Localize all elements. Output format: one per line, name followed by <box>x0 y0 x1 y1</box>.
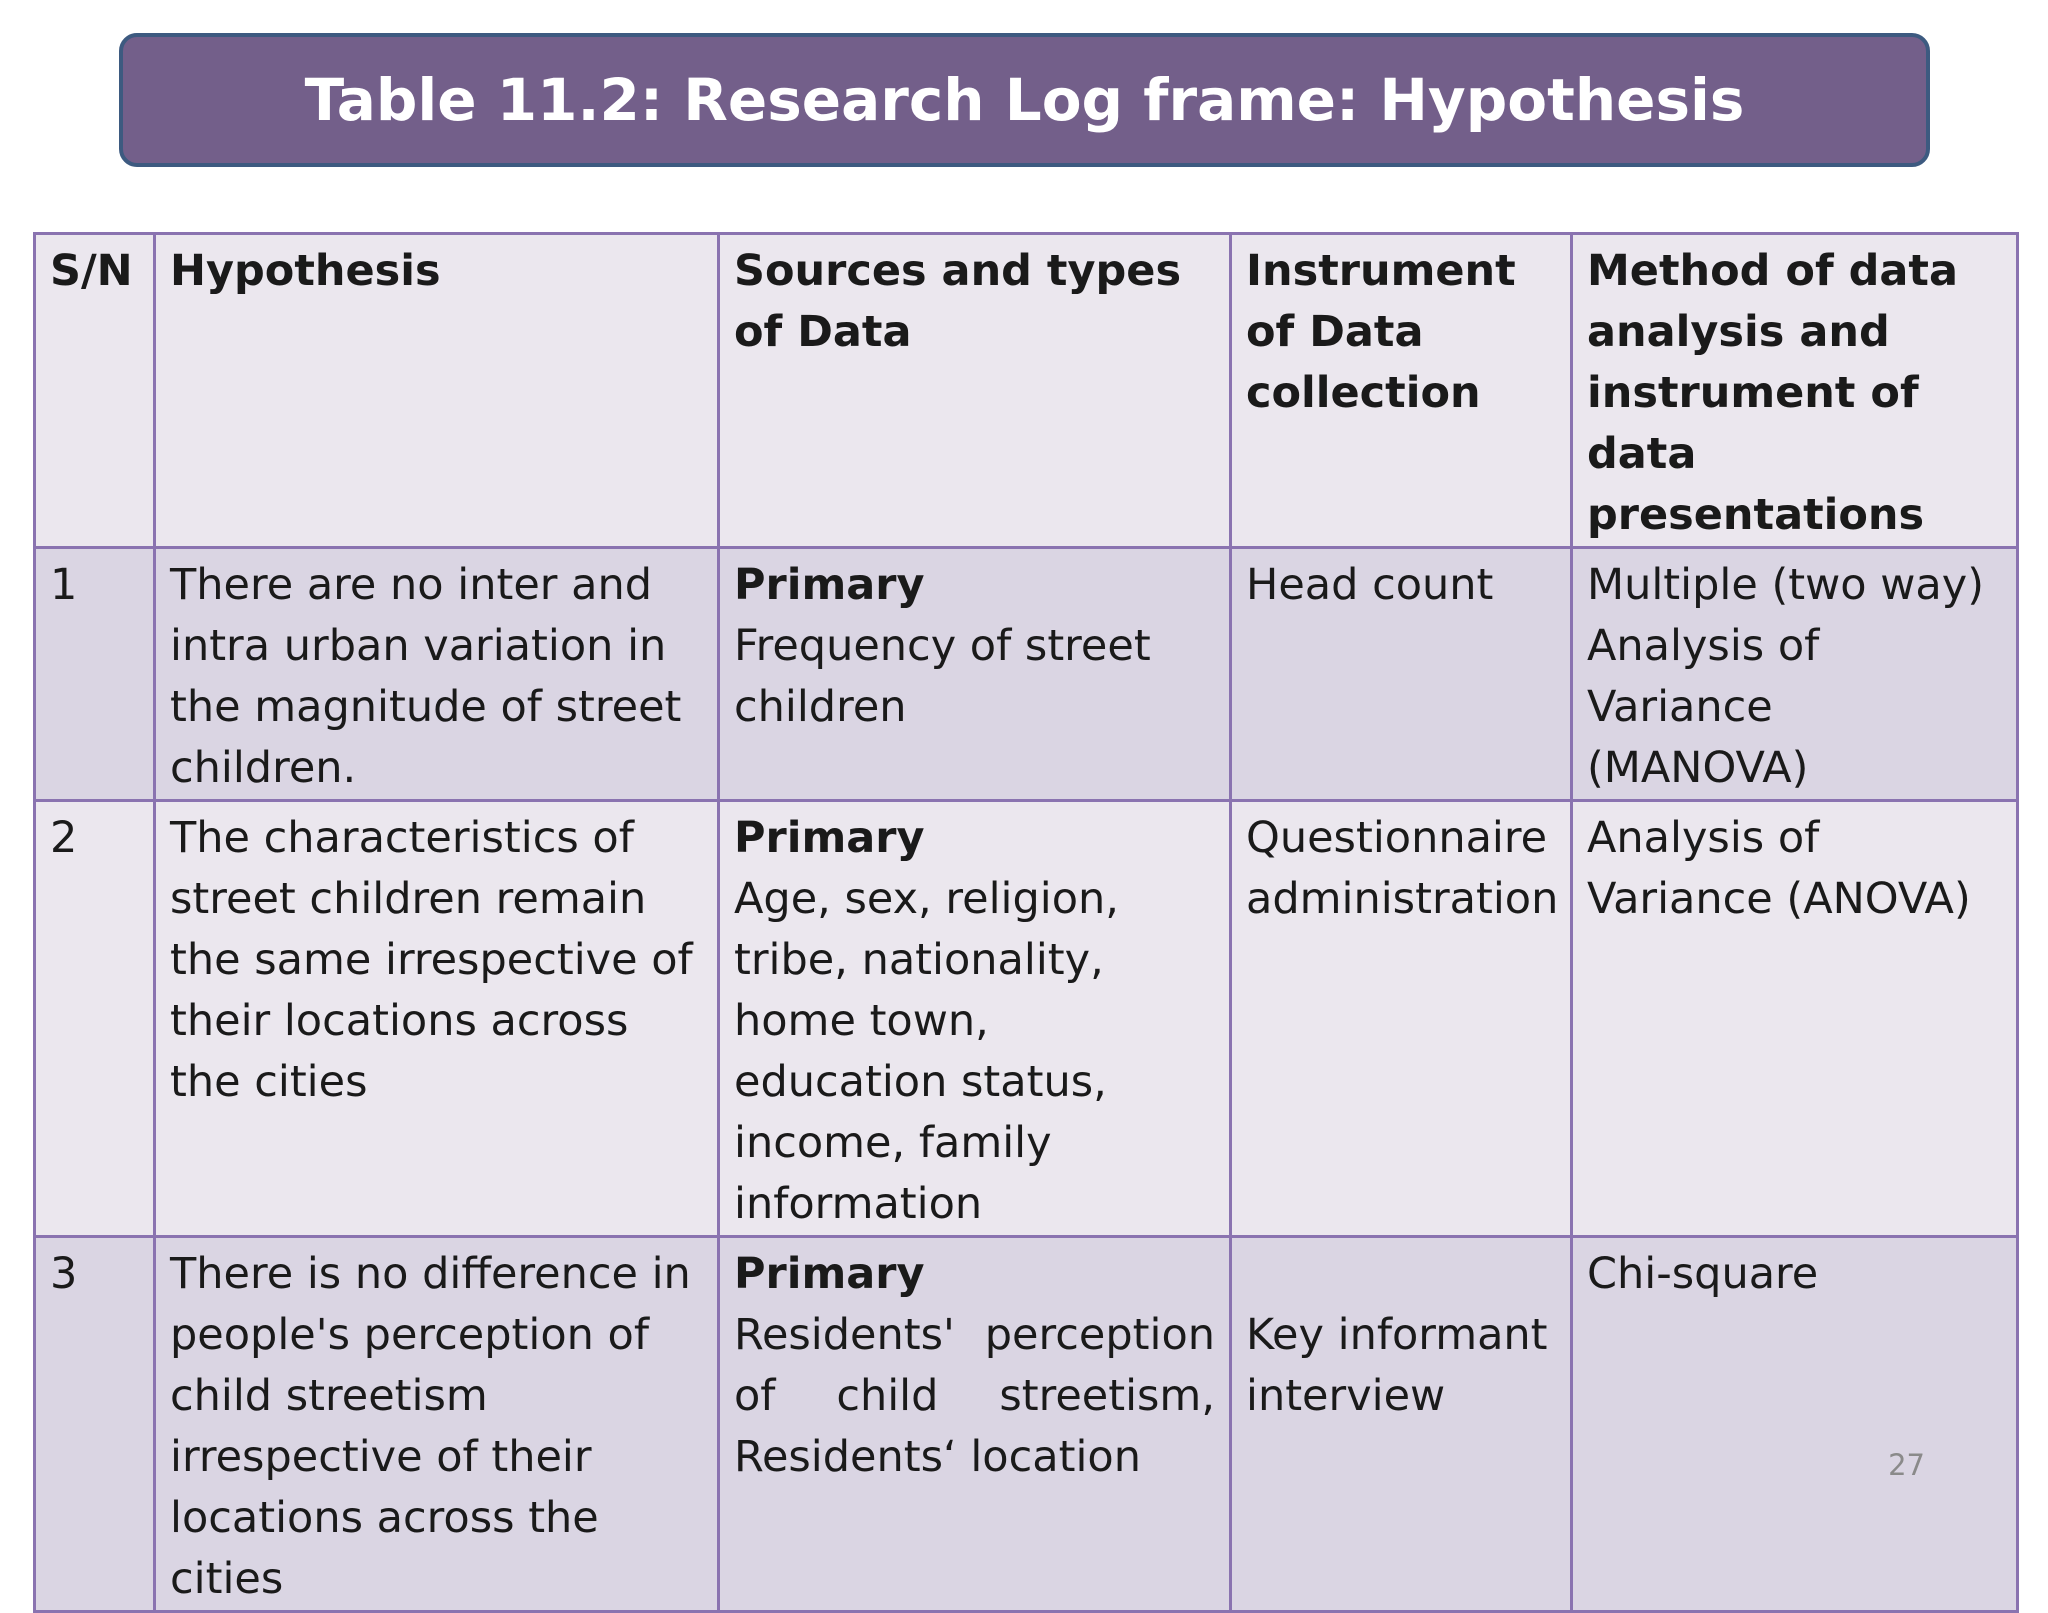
source-detail: Age, sex, religion, tribe, nationality, home town, education status, income, family information <box>734 874 1119 1229</box>
table-row <box>35 548 2018 801</box>
table-row <box>35 1237 2018 1612</box>
table-row <box>35 801 2018 1237</box>
cell-method: Chi-square <box>1572 1237 2018 1612</box>
header-sn: S/N <box>35 234 155 548</box>
source-detail: Residents' perception of child streetism, Residents‘ location <box>734 1310 1215 1482</box>
cell-sn: 2 <box>35 801 155 1237</box>
slide-title-text: Table 11.2: Research Log frame: Hypothesis <box>304 66 1745 134</box>
table-header-row <box>35 234 2018 548</box>
header-instrument: Instrument of Data collection <box>1231 234 1572 548</box>
research-logframe-table <box>33 232 2019 1613</box>
header-sources: Sources and types of Data <box>719 234 1231 548</box>
header-hypothesis: Hypothesis <box>155 234 719 548</box>
source-type-label: Primary <box>734 560 925 610</box>
cell-hypothesis: The characteristics of street children remain the same irrespective of their locations across the cities <box>155 801 719 1237</box>
cell-instrument: Questionnaire administration <box>1231 801 1572 1237</box>
cell-hypothesis: There are no inter and intra urban variation in the magnitude of street children. <box>155 548 719 801</box>
cell-sources <box>719 1237 1231 1612</box>
slide-title <box>119 33 1930 167</box>
cell-sources <box>719 548 1231 801</box>
source-type-label: Primary <box>734 1249 925 1299</box>
header-method: Method of data analysis and instrument of data presentations <box>1572 234 2018 548</box>
cell-sn: 3 <box>35 1237 155 1612</box>
cell-sources <box>719 801 1231 1237</box>
cell-sn: 1 <box>35 548 155 801</box>
cell-instrument: Key informant interview <box>1231 1237 1572 1612</box>
cell-instrument: Head count <box>1231 548 1572 801</box>
source-type-label: Primary <box>734 813 925 863</box>
cell-hypothesis: There is no difference in people's perception of child streetism irrespective of their locations across the cities <box>155 1237 719 1612</box>
cell-method: Multiple (two way) Analysis of Variance (MANOVA) <box>1572 548 2018 801</box>
page-number: 27 <box>1888 1448 1925 1482</box>
cell-method: Analysis of Variance (ANOVA) <box>1572 801 2018 1237</box>
source-detail: Frequency of street children <box>734 621 1151 732</box>
